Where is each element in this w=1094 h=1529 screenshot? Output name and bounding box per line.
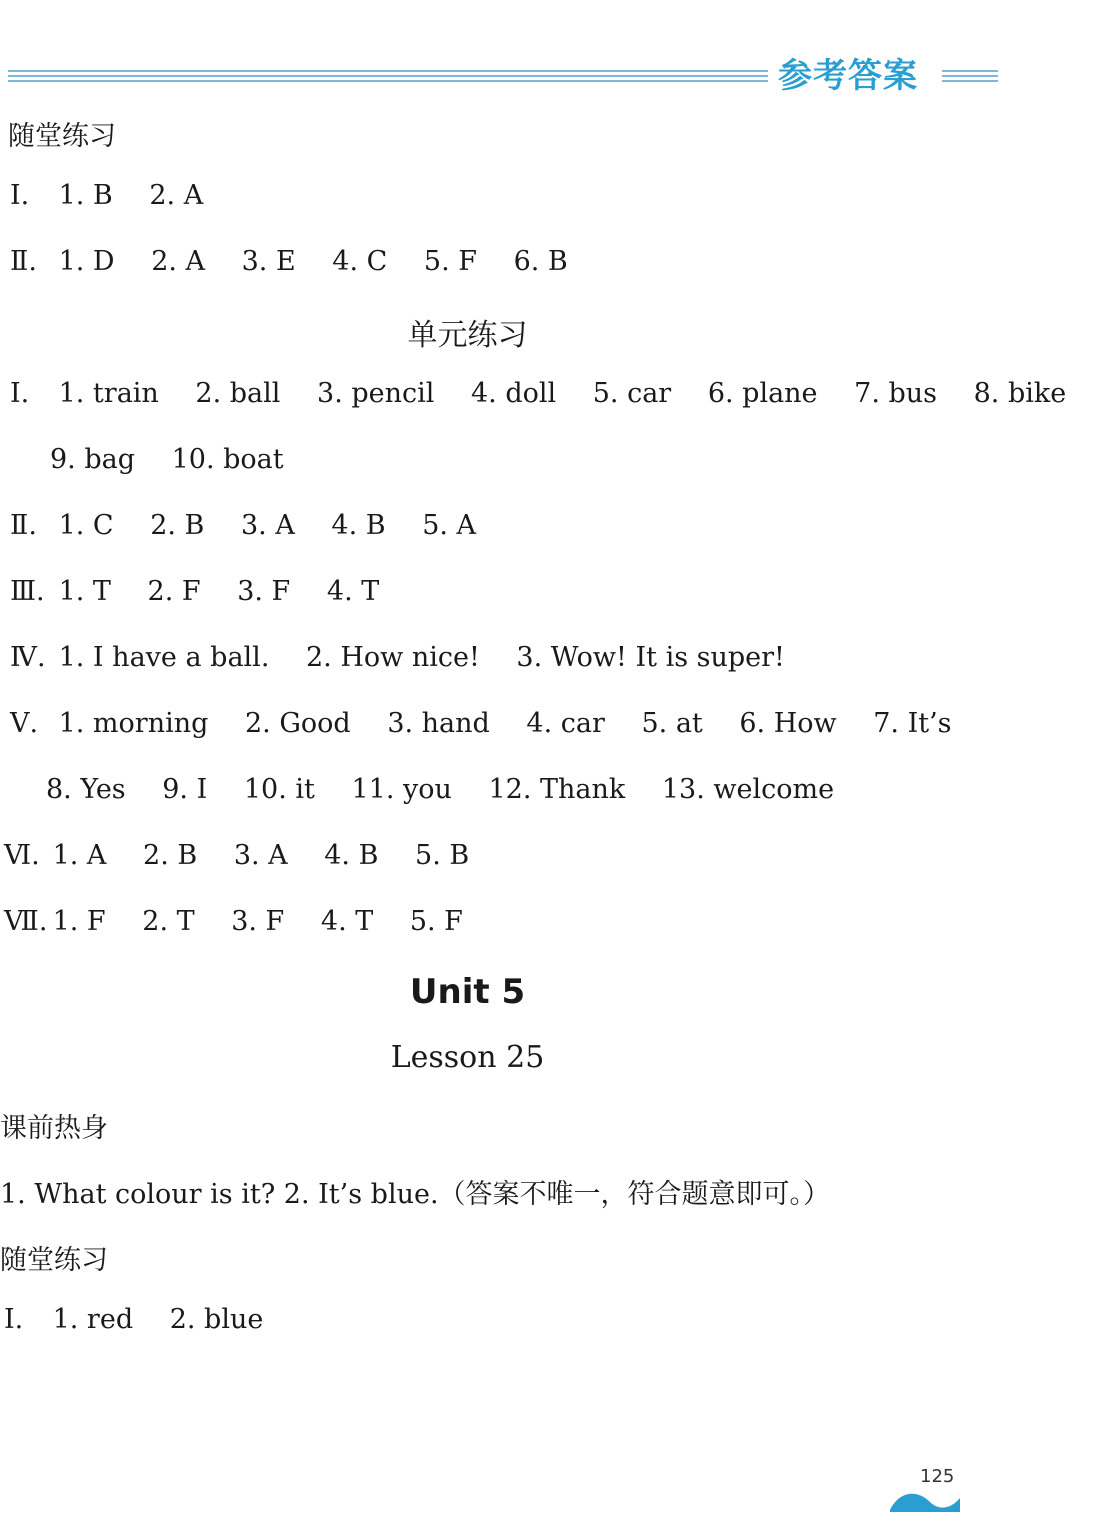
wave-icon (890, 1488, 960, 1512)
section-heading-practice: 随堂练习 (8, 121, 116, 152)
answer-item: 1. red (52, 1304, 134, 1335)
answer-item: 9. bag (50, 444, 136, 475)
answer-item: 4. T (320, 906, 374, 937)
answer-line-u1 (10, 378, 1094, 409)
roman-numeral: Ⅴ. (10, 708, 39, 739)
roman-numeral: Ⅰ. (4, 1304, 24, 1335)
answer-item: 11. you (351, 774, 452, 805)
header-rule-left (8, 70, 768, 84)
answer-item: 2. How nice! (306, 642, 480, 673)
answer-item: 10. it (243, 774, 315, 805)
answer-item: 1. B (58, 180, 113, 211)
lesson-title: Lesson 25 (390, 1040, 545, 1075)
answer-item: 3. E (241, 246, 296, 277)
answer-item: 2. B (150, 510, 205, 541)
answer-item: 3. F (237, 576, 291, 607)
answer-item: 1. train (58, 378, 159, 409)
answer-item: 8. Yes (46, 774, 126, 805)
answer-line-s1-1 (10, 180, 231, 211)
answer-item: 2. ball (195, 378, 281, 409)
answer-item: 2. T (142, 906, 195, 937)
header-title: 参考答案 (778, 56, 918, 96)
page-number: 125 (920, 1466, 955, 1487)
roman-numeral: Ⅳ. (10, 642, 46, 673)
roman-numeral: Ⅱ. (10, 510, 37, 541)
answer-item: 2. A (149, 180, 204, 211)
roman-numeral: Ⅱ. (10, 246, 37, 277)
answer-item: 1. D (58, 246, 115, 277)
answer-item: 6. plane (707, 378, 818, 409)
answer-line-u7 (4, 906, 491, 937)
answer-item: 6. B (513, 246, 568, 277)
answer-item: 5. A (422, 510, 477, 541)
roman-numeral: Ⅶ. (4, 906, 48, 937)
answer-item: 4. car (526, 708, 605, 739)
answer-item: 3. A (240, 510, 295, 541)
section-heading-unit-practice: 单元练习 (407, 318, 528, 353)
answer-item: 5. car (592, 378, 672, 409)
section-heading-warmup: 课前热身 (0, 1113, 108, 1144)
answer-line-s2-1 (4, 1304, 291, 1335)
answer-item: 4. B (331, 510, 386, 541)
answer-item: 7. It’s (873, 708, 952, 739)
answer-item: 3. Wow! It is super! (516, 642, 785, 673)
answer-item: 13. welcome (661, 774, 835, 805)
answer-item: 5. F (409, 906, 463, 937)
answer-line-s1-2 (10, 246, 596, 277)
answer-item: 1. C (58, 510, 114, 541)
answer-item: 2. B (143, 840, 198, 871)
answer-line-u1-cont (50, 444, 312, 475)
answer-item: 4. doll (471, 378, 557, 409)
answer-item: 1. A (52, 840, 107, 871)
answer-item: 5. at (641, 708, 703, 739)
answer-item: 5. B (415, 840, 470, 871)
answer-item: 2. F (147, 576, 201, 607)
answer-item: 4. B (324, 840, 379, 871)
answer-item: 1. I have a ball. (58, 642, 270, 673)
answer-item: 7. bus (854, 378, 938, 409)
answer-line-u5-cont (46, 774, 862, 805)
page-footer (890, 1460, 1000, 1529)
answer-line-u6 (4, 840, 497, 871)
answer-item: 3. pencil (317, 378, 435, 409)
answer-item: 2. blue (169, 1304, 264, 1335)
answer-item: 3. hand (387, 708, 490, 739)
answer-item: 3. F (231, 906, 285, 937)
answer-item: 10. boat (171, 444, 284, 475)
answer-line-u3 (10, 576, 407, 607)
roman-numeral: Ⅵ. (4, 840, 40, 871)
answer-item: 3. A (233, 840, 288, 871)
answer-item: 1. morning (58, 708, 209, 739)
answer-item: 5. F (423, 246, 477, 277)
section-heading-practice-2: 随堂练习 (0, 1245, 108, 1276)
answer-item: 2. Good (245, 708, 351, 739)
answer-item: 8. bike (973, 378, 1067, 409)
warmup-answer: 1. What colour is it? 2. It’s blue.（答案不唯一，符合题意即可。） (0, 1179, 831, 1210)
unit-title: Unit 5 (409, 972, 526, 1012)
answer-item: 6. How (739, 708, 837, 739)
answer-line-u2 (10, 510, 504, 541)
answer-line-u4 (10, 642, 813, 673)
answer-item: 4. T (326, 576, 380, 607)
answer-item: 1. T (58, 576, 111, 607)
page-header (0, 40, 1000, 110)
roman-numeral: Ⅲ. (10, 576, 45, 607)
answer-item: 9. I (162, 774, 208, 805)
answer-item: 12. Thank (488, 774, 626, 805)
answer-item: 4. C (332, 246, 388, 277)
answer-item: 1. F (52, 906, 106, 937)
roman-numeral: Ⅰ. (10, 180, 30, 211)
answer-item: 2. A (151, 246, 206, 277)
answer-line-u5 (10, 708, 980, 739)
roman-numeral: Ⅰ. (10, 378, 30, 409)
header-rule-right (942, 70, 998, 84)
